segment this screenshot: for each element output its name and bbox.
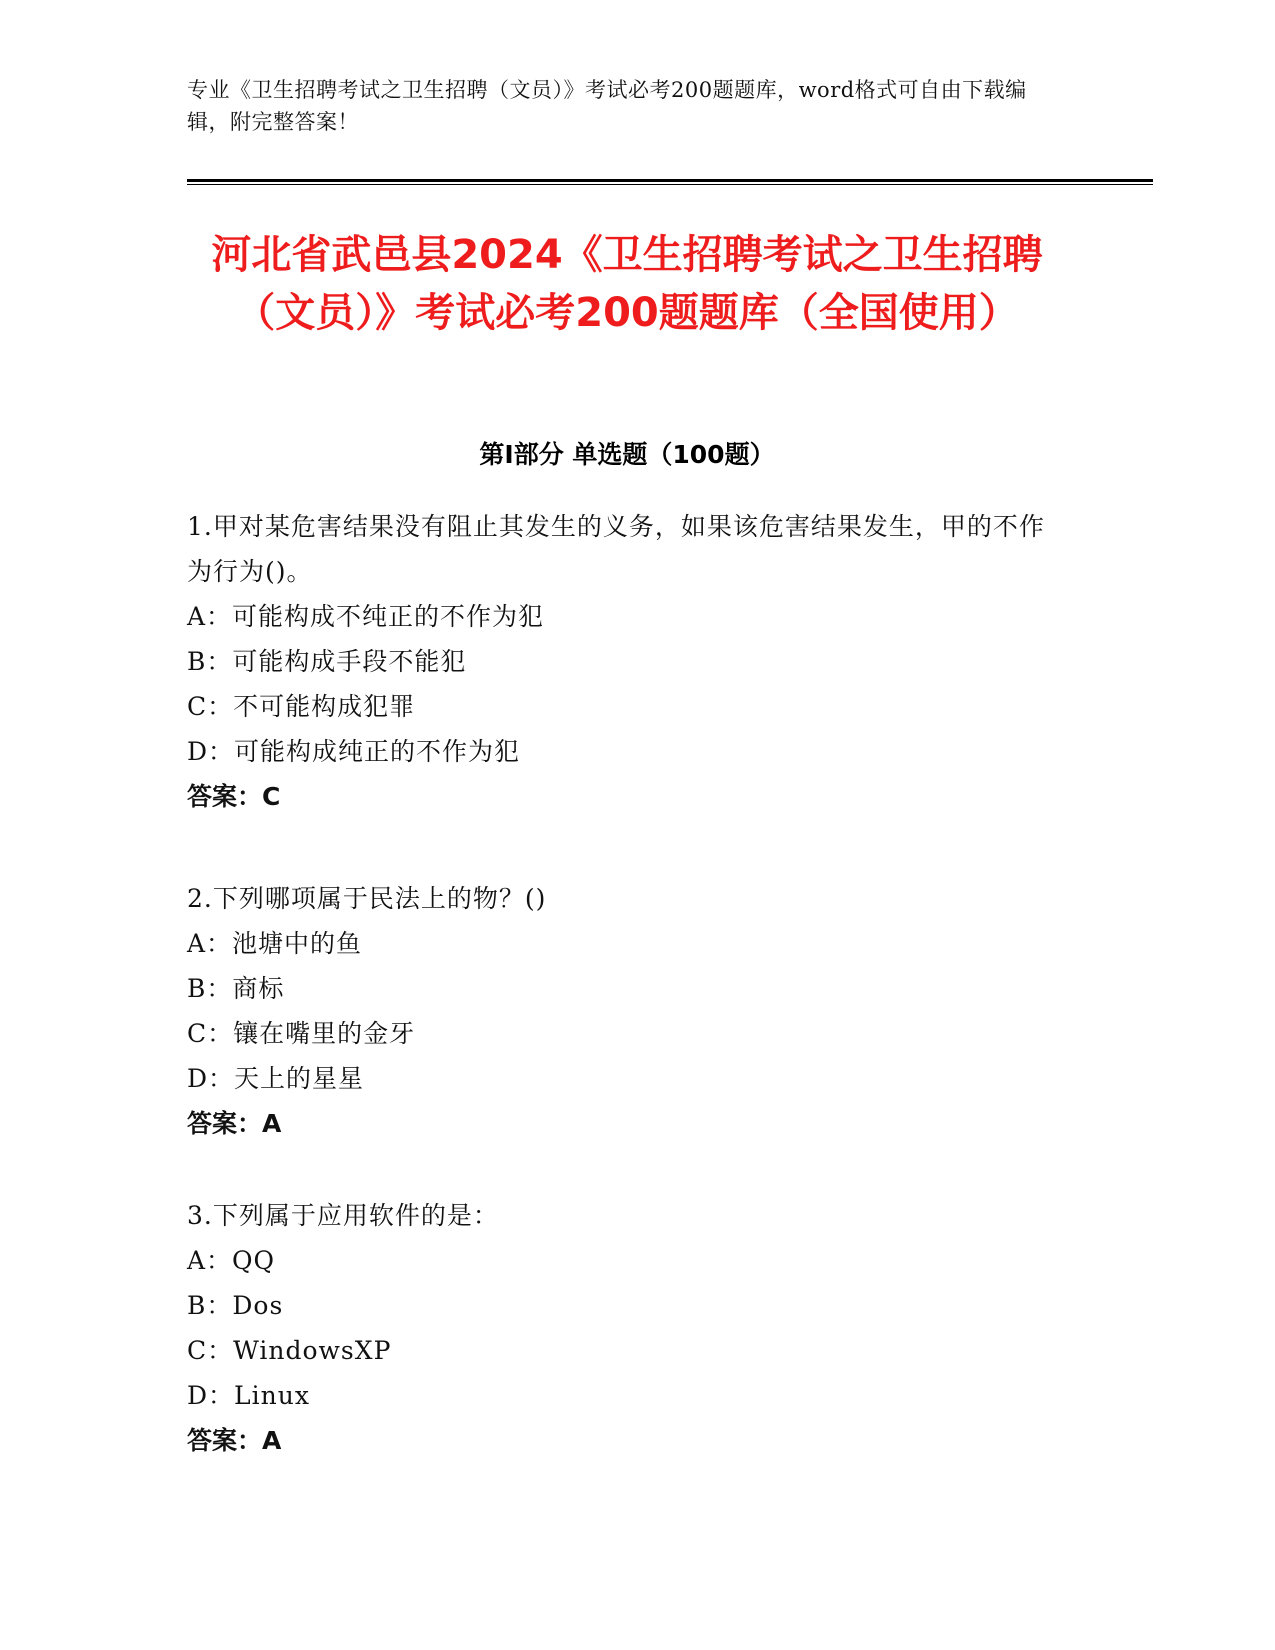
option-a: A：可能构成不纯正的不作为犯: [187, 602, 545, 631]
option-a: A：QQ: [187, 1246, 276, 1275]
answer: 答案：A: [187, 1426, 282, 1455]
option-a: A：池塘中的鱼: [187, 929, 363, 958]
option-d: D：Linux: [187, 1381, 310, 1410]
question-stem: 3.下列属于应用软件的是：: [187, 1201, 499, 1230]
option-c: C：不可能构成犯罪: [187, 692, 416, 721]
question-stem: 2.下列哪项属于民法上的物？(): [187, 884, 547, 913]
question-1: [187, 504, 1067, 819]
option-b: B：Dos: [187, 1291, 284, 1320]
header-rule-thick: [187, 179, 1153, 182]
question-stem: 1.甲对某危害结果没有阻止其发生的义务，如果该危害结果发生，甲的不作为行为()。: [187, 512, 1045, 586]
option-b: B：商标: [187, 974, 285, 1003]
header-rule-thin: [187, 184, 1153, 185]
option-d: D：天上的星星: [187, 1064, 365, 1093]
answer: 答案：C: [187, 782, 281, 811]
option-d: D：可能构成纯正的不作为犯: [187, 737, 521, 766]
option-b: B：可能构成手段不能犯: [187, 647, 467, 676]
answer: 答案：A: [187, 1109, 282, 1138]
option-c: C：WindowsXP: [187, 1336, 392, 1365]
section-heading: 第I部分 单选题（100题）: [479, 440, 775, 469]
question-3: [187, 1193, 1067, 1463]
document-title: 河北省武邑县2024《卫生招聘考试之卫生招聘（文员）》考试必考200题题库（全国使用）: [211, 232, 1043, 336]
question-2: [187, 876, 1067, 1146]
option-c: C：镶在嘴里的金牙: [187, 1019, 416, 1048]
header-note: 专业《卫生招聘考试之卫生招聘（文员）》考试必考200题题库，word格式可自由下载编辑，附完整答案！: [187, 78, 1027, 134]
